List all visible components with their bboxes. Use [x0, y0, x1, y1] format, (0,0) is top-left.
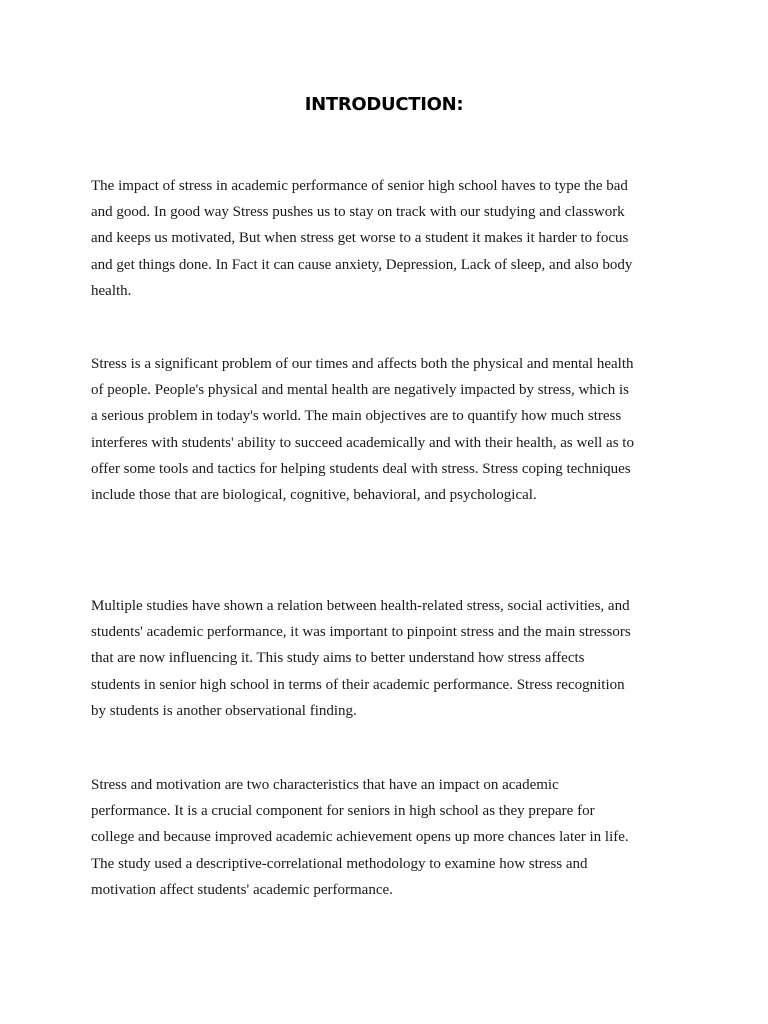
paragraph-line: The impact of stress in academic performance of senior high school haves to type the bad [91, 178, 628, 194]
paragraph-line: students in senior high school in terms of their academic performance. Stress recognition [91, 676, 625, 693]
paragraph-line: include those that are biological, cognitive, behavioral, and psychological. [91, 487, 537, 504]
paragraph-4 [91, 772, 691, 903]
paragraph-line: Stress and motivation are two characteristics that have an impact on academic [91, 777, 559, 793]
paragraph-line: Stress is a significant problem of our times and affects both the physical and mental health [91, 356, 634, 372]
paragraph-line: a serious problem in today's world. The main objectives are to quantify how much stress [91, 408, 622, 425]
paragraph-line: and get things done. In Fact it can cause anxiety, Depression, Lack of sleep, and also body [91, 256, 633, 273]
paragraph-line: that are now influencing it. This study aims to better understand how stress affects [91, 650, 585, 667]
paragraph-line: performance. It is a crucial component for seniors in high school as they prepare for [91, 803, 595, 820]
paragraph-line: motivation affect students' academic performance. [91, 881, 393, 898]
paragraph-line: college and because improved academic achievement opens up more chances later in life. [91, 829, 629, 846]
paragraph-line: health. [91, 282, 132, 299]
paragraph-line: interferes with students' ability to succeed academically and with their health, as well as to [91, 434, 634, 451]
paragraph-3 [91, 593, 691, 724]
paragraph-line: The study used a descriptive-correlational methodology to examine how stress and [91, 855, 588, 872]
paragraph-2 [91, 351, 691, 508]
paragraph-line: students' academic performance, it was important to pinpoint stress and the main stressors [91, 624, 631, 641]
paragraph-line: by students is another observational finding. [91, 702, 357, 719]
paragraph-line: of people. People's physical and mental health are negatively impacted by stress, which is [91, 382, 629, 399]
paragraph-line: and keeps us motivated, But when stress get worse to a student it makes it harder to focus [91, 230, 629, 247]
page-title: INTRODUCTION: [304, 94, 464, 115]
paragraph-line: offer some tools and tactics for helping students deal with stress. Stress coping techniques [91, 460, 631, 477]
paragraph-line: Multiple studies have shown a relation between health-related stress, social activities, and [91, 598, 630, 614]
paragraph-1 [91, 173, 691, 304]
paragraph-line: and good. In good way Stress pushes us to stay on track with our studying and classwork [91, 204, 625, 221]
